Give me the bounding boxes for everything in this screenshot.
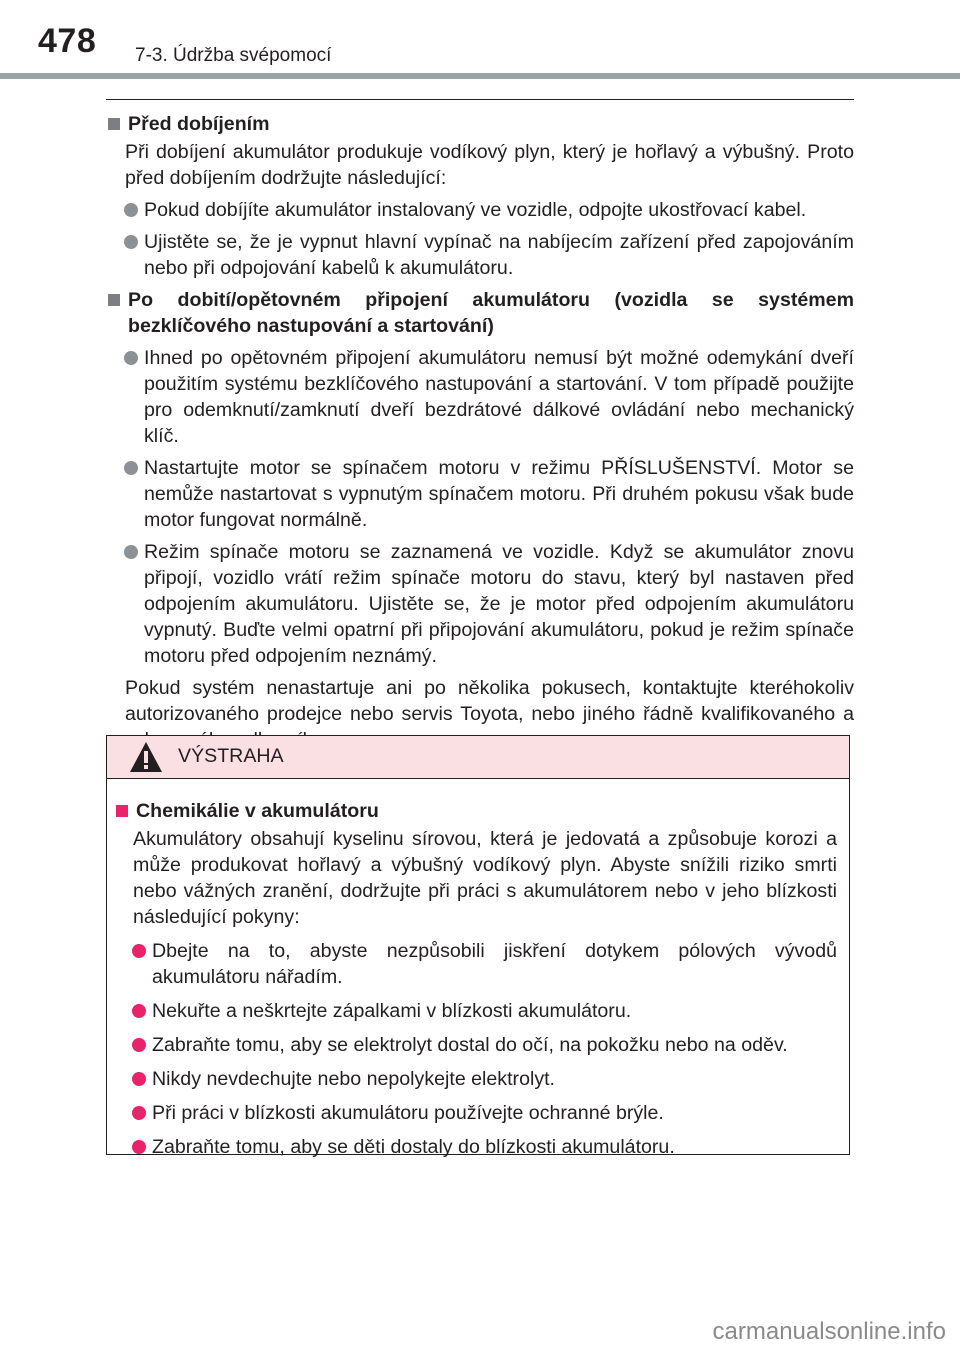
list-item: Nastartujte motor se spínačem motoru v režimu PŘÍSLUŠENSTVÍ. Motor se nemůže nastartovat s vypnutým spínačem motoru. Při druhém pokusu však bude motor fungovat normálně.: [106, 455, 854, 533]
warning-title: Chemikálie v akumulátoru: [136, 800, 379, 822]
chapter-title: 7-3. Údržba svépomocí: [135, 45, 332, 66]
square-bullet-icon: [108, 294, 120, 306]
list-item: Režim spínače motoru se zaznamená ve vozidle. Když se akumulátor znovu připojí, vozidlo vrátí režim spínače motoru do stavu, který byl nastaven před odpojením akumulátoru. Ujistěte se, že je motor před odpojením akumulátoru vypnutý. Buďte velmi opatrní při připojování akumulátoru, pokud je režim spínače motoru před odpojením neznámý.: [106, 539, 854, 669]
section-title: Po dobití/opětovném připojení akumulátoru (vozidla se systémem bezklíčového nastupování a startování): [128, 289, 854, 337]
list-item: Při práci v blízkosti akumulátoru používejte ochranné brýle.: [114, 1100, 837, 1126]
content-top-rule: [106, 99, 854, 100]
circle-bullet-icon: [132, 1140, 146, 1154]
circle-bullet-icon: [124, 461, 138, 475]
warning-triangle-icon: [129, 741, 163, 773]
square-bullet-icon: [116, 805, 128, 817]
circle-bullet-icon: [132, 1106, 146, 1120]
page-number: 478: [38, 22, 97, 60]
circle-bullet-icon: [124, 235, 138, 249]
circle-bullet-icon: [124, 545, 138, 559]
list-item: Ihned po opětovném připojení akumulátoru nemusí být možné odemykání dveří použitím systému bezklíčového nastupování a startování. V tom případě použijte pro odemknutí/zamknutí dveří bezdrátové dálkové ovládání nebo mechanický klíč.: [106, 345, 854, 449]
list-item: Dbejte na to, abyste nezpůsobili jiskření dotykem pólových vývodů akumulátoru nářadím.: [114, 938, 837, 990]
circle-bullet-icon: [124, 351, 138, 365]
header-rule: [0, 73, 960, 79]
section-outro: Pokud systém nenastartuje ani po několika pokusech, kontaktujte kteréhokoliv autorizovaného prodejce nebo servis Toyota, nebo jiného řádně kvalifikovaného a: [125, 677, 854, 725]
warning-box: [106, 735, 850, 1158]
warning-heading: [114, 798, 837, 824]
section-title: Před dobíjením: [128, 113, 270, 135]
circle-bullet-icon: [132, 1038, 146, 1052]
warning-label: VÝSTRAHA: [178, 745, 284, 767]
circle-bullet-icon: [132, 944, 146, 958]
circle-bullet-icon: [132, 1072, 146, 1086]
warning-body: [107, 779, 849, 1160]
list-item: Zabraňte tomu, aby se děti dostaly do blízkosti akumulátoru.: [114, 1134, 837, 1160]
square-bullet-icon: [108, 118, 120, 130]
list-item: Ujistěte se, že je vypnut hlavní vypínač na nabíjecím zařízení před zapojováním nebo při odpojování kabelů k akumulátoru.: [106, 229, 854, 281]
list-item: Zabraňte tomu, aby se elektrolyt dostal do očí, na pokožku nebo na oděv.: [114, 1032, 837, 1058]
page-header: [0, 0, 960, 80]
main-content: [106, 108, 854, 753]
section-heading: [106, 111, 854, 137]
circle-bullet-icon: [132, 1004, 146, 1018]
watermark: carmanualsonline.info: [712, 1318, 946, 1345]
list-item: Nikdy nevdechujte nebo nepolykejte elektrolyt.: [114, 1066, 837, 1092]
list-item: Nekuřte a neškrtejte zápalkami v blízkosti akumulátoru.: [114, 998, 837, 1024]
section-intro: Při dobíjení akumulátor produkuje vodíkový plyn, který je hořlavý a výbušný. Proto před dobíjením dodržujte následující:: [125, 141, 854, 189]
warning-header: [107, 736, 849, 779]
section-heading: [106, 287, 854, 339]
circle-bullet-icon: [124, 203, 138, 217]
warning-intro: Akumulátory obsahují kyselinu sírovou, která je jedovatá a způsobuje korozi a může produkovat hořlavý a výbušný vodíkový plyn. Abyste snížili riziko smrti nebo vážných zranění, dodržujte při práci s akumulátorem nebo v jeho blízkosti následující pokyny:: [133, 828, 837, 928]
list-item: Pokud dobíjíte akumulátor instalovaný ve vozidle, odpojte ukostřovací kabel.: [106, 197, 854, 223]
